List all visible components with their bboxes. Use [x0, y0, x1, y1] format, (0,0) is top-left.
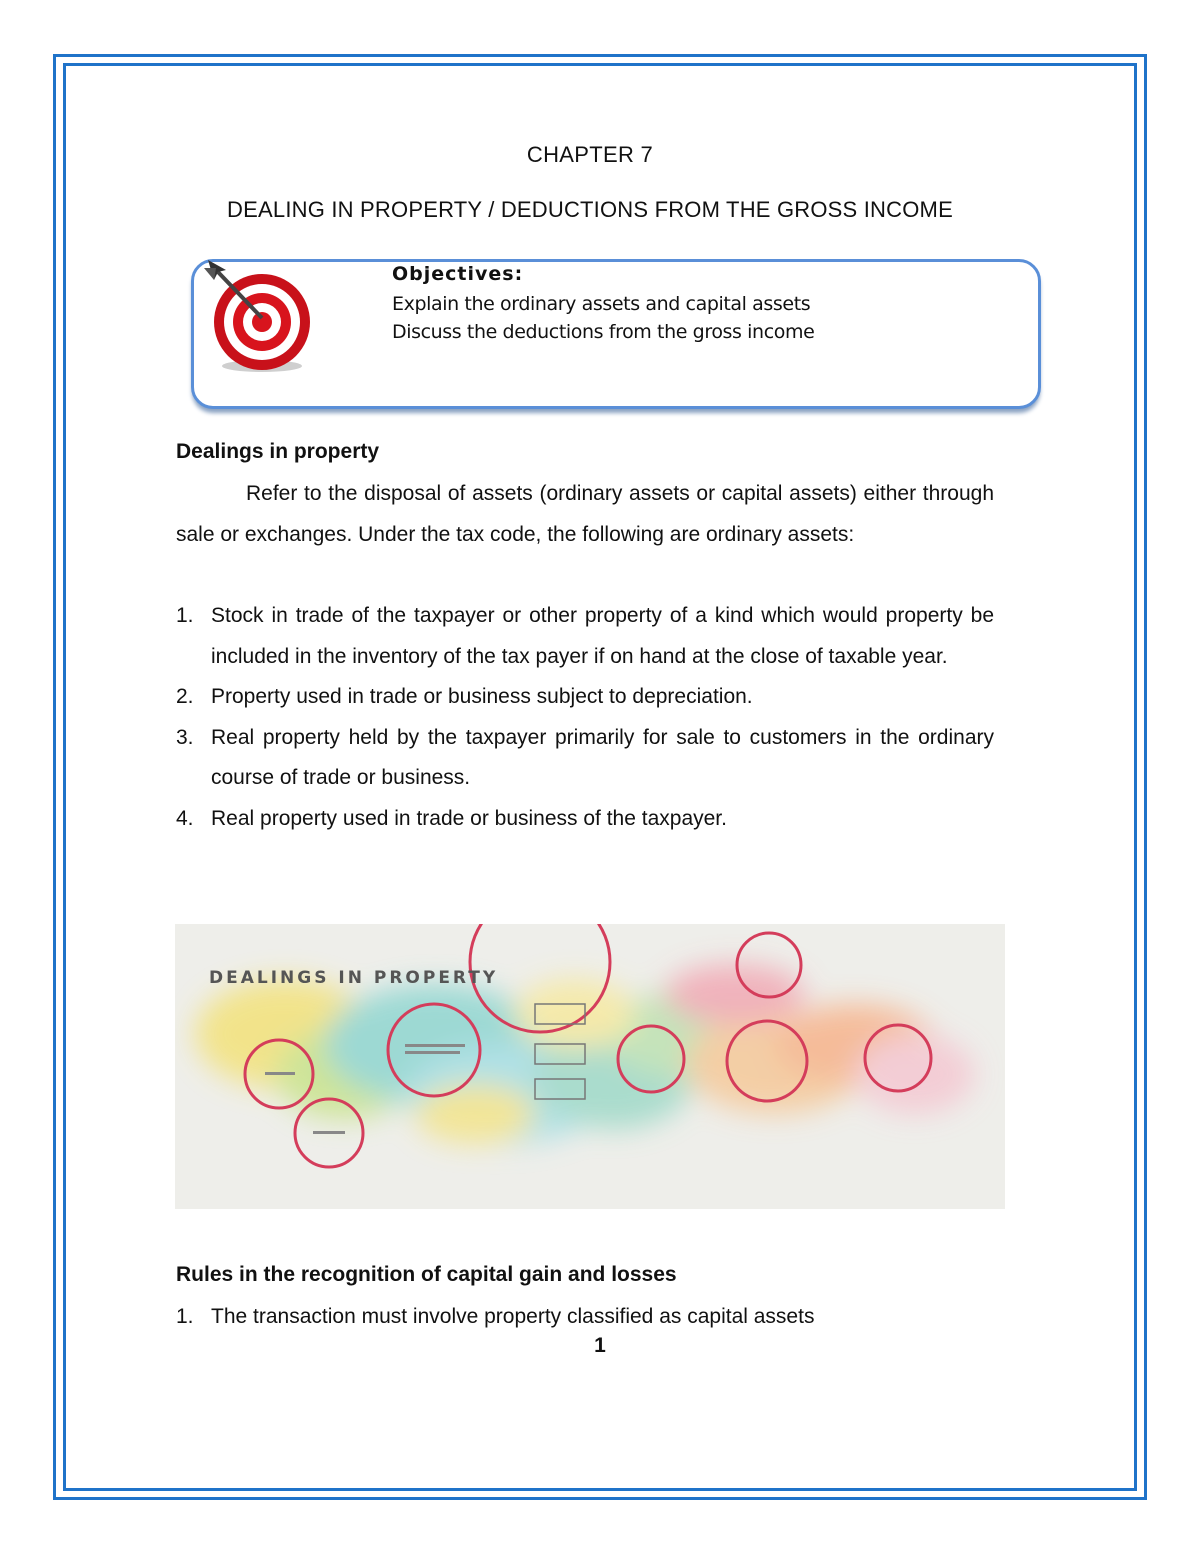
page-number: 1: [594, 1334, 606, 1357]
watercolor-map-graphic: [175, 924, 1005, 1209]
list-item-text: Real property held by the taxpayer primarily for sale to customers in the ordinary course of trade or business.: [211, 725, 994, 789]
figure-title: DEALINGS IN PROPERTY: [209, 968, 499, 988]
list-item-number: 4.: [176, 806, 194, 830]
list-item: [176, 799, 994, 840]
list-item-number: 3.: [176, 725, 194, 749]
list-item-text: Real property used in trade or business of the taxpayer.: [211, 806, 727, 830]
objective-item: Explain the ordinary assets and capital assets: [392, 293, 811, 315]
list-item: [176, 596, 994, 677]
list-item-text: Stock in trade of the taxpayer or other property of a kind which would property be included in the inventory of the tax payer if on hand at the close of taxable year.: [211, 604, 994, 668]
list-item-text: The transaction must involve property classified as capital assets: [211, 1305, 815, 1328]
document-title: DEALING IN PROPERTY / DEDUCTIONS FROM THE GROSS INCOME: [227, 197, 953, 222]
list-item-text: Property used in trade or business subject to depreciation.: [211, 685, 753, 708]
target-icon: [200, 258, 318, 376]
section-intro-paragraph: [176, 474, 994, 555]
section-heading-dealings: Dealings in property: [176, 440, 380, 463]
list-item-number: 1.: [176, 1305, 194, 1328]
list-item-number: 2.: [176, 685, 194, 708]
list-item: [176, 1297, 994, 1338]
rules-list: [176, 1297, 994, 1338]
chapter-label: CHAPTER 7: [526, 142, 654, 167]
list-item: [176, 718, 994, 799]
objectives-heading: Objectives:: [392, 263, 524, 285]
ordinary-assets-list: [176, 596, 994, 839]
list-item: [176, 677, 994, 718]
objective-item: Discuss the deductions from the gross income: [392, 321, 815, 343]
section-heading-rules: Rules in the recognition of capital gain and losses: [176, 1263, 677, 1286]
section-intro-text: Refer to the disposal of assets (ordinary assets or capital assets) either through sale or exchanges. Under the tax code, the following are ordinary assets:: [176, 482, 994, 546]
list-item-number: 1.: [176, 604, 194, 627]
dealings-figure-image: [175, 924, 1005, 1209]
